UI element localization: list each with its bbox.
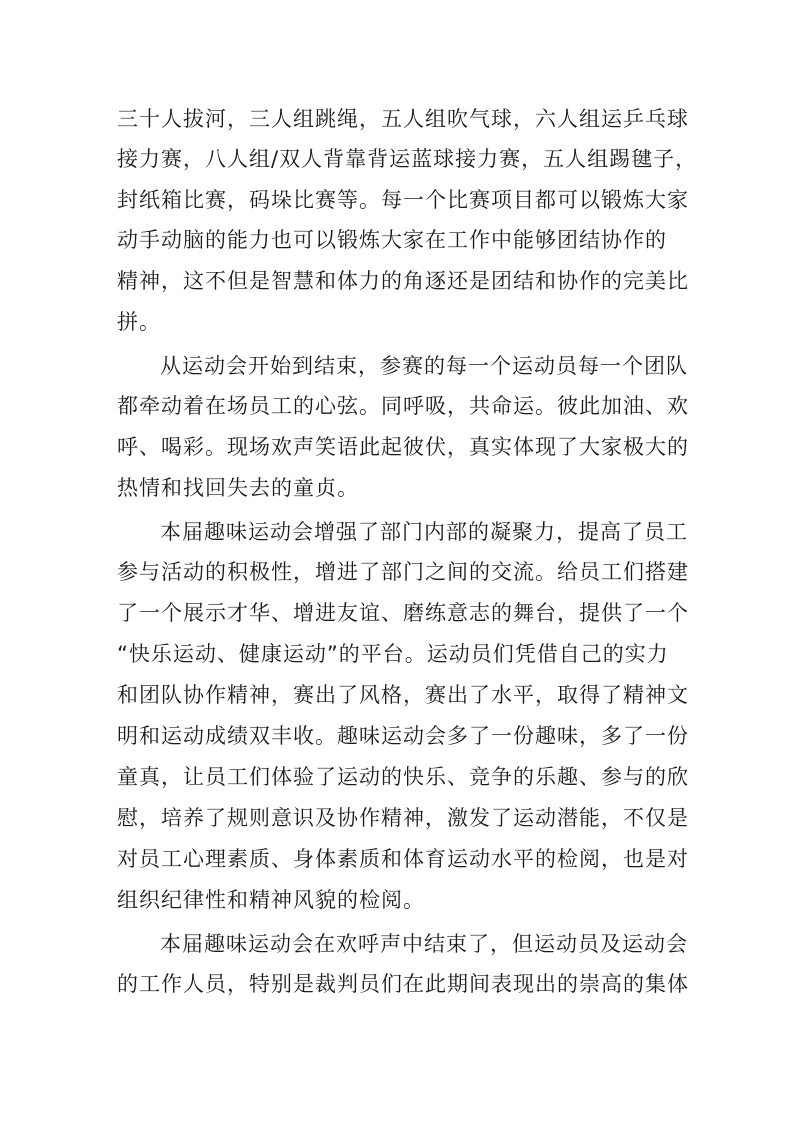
text-line: 本届趣味运动会在欢呼声中结束了，但运动员及运动会 [160,932,688,956]
text-line: “快乐运动、健康运动”的平台。运动员们凭借自己的实力 [117,642,669,666]
text-line: 热情和找回失去的童贞。 [117,476,359,500]
text-line: 封纸箱比赛，码垛比赛等。每一个比赛项目都可以锻炼大家 [117,188,689,212]
text-line: 参与活动的积极性，增进了部门之间的交流。给员工们搭建 [117,560,689,584]
text-line: 明和运动成绩双丰收。趣味运动会多了一份趣味，多了一份 [117,724,689,748]
text-line: 精神，这不但是智慧和体力的角逐还是团结和协作的完美比 [117,269,689,293]
text-line: 从运动会开始到结束，参赛的每一个运动员每一个团队 [160,354,688,378]
text-line: 都牵动着在场员工的心弦。同呼吸，共命运。彼此加油、欢 [117,394,689,418]
text-line: 三十人拔河，三人组跳绳，五人组吹气球，六人组运乒乓球 [117,107,689,131]
text-line: 本届趣味运动会增强了部门内部的凝聚力，提高了员工 [160,520,688,544]
text-line: 对员工心理素质、身体素质和体育运动水平的检阅，也是对 [117,847,689,871]
text-line: 组织纪律性和精神风貌的检阅。 [117,888,425,912]
text-line: 拼。 [117,310,161,334]
text-line: 了一个展示才华、增进友谊、磨练意志的舞台，提供了一个 [117,601,689,625]
text-line: 和团队协作精神，赛出了风格，赛出了水平，取得了精神文 [117,683,689,707]
text-line: 呼、喝彩。现场欢声笑语此起彼伏，真实体现了大家极大的 [117,435,689,459]
text-line: 动手动脑的能力也可以锻炼大家在工作中能够团结协作的 [117,228,667,252]
text-line: 慰，培养了规则意识及协作精神，激发了运动潜能，不仅是 [117,806,689,830]
text-line: 童真，让员工们体验了运动的快乐、竞争的乐趣、参与的欣 [117,765,689,789]
text-line: 接力赛，八人组/双人背靠背运蓝球接力赛，五人组踢毽子， [117,147,698,171]
text-line: 的工作人员，特别是裁判员们在此期间表现出的崇高的集体 [117,972,689,996]
